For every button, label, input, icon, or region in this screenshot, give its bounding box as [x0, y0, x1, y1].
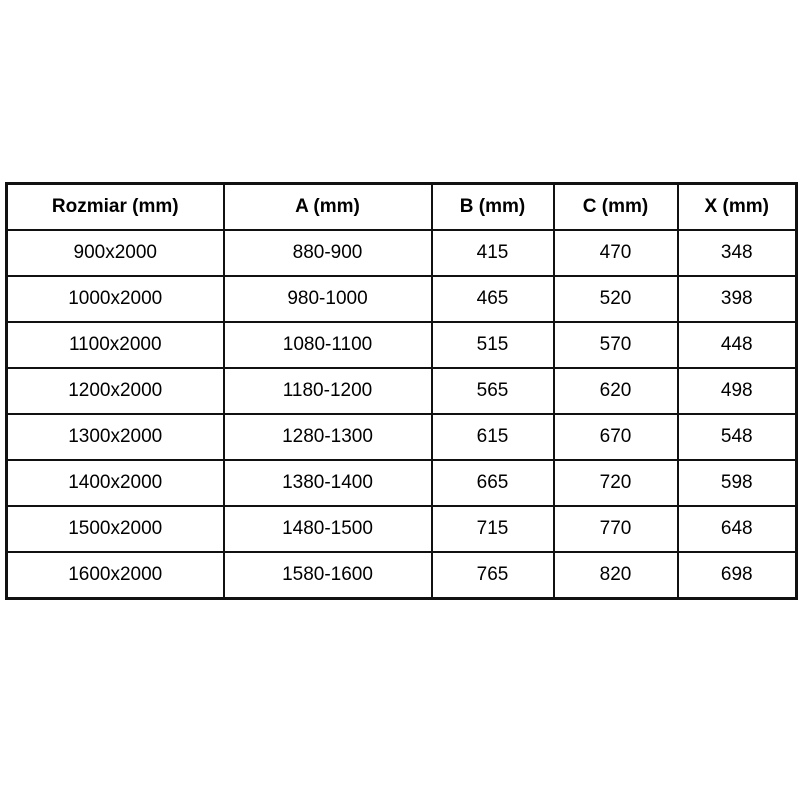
cell-x: 398 [678, 276, 797, 322]
cell-c: 620 [554, 368, 678, 414]
table-row [7, 414, 797, 460]
size-spec-table-container [5, 182, 795, 600]
table-row [7, 230, 797, 276]
cell-a: 1080-1100 [224, 322, 432, 368]
cell-x: 498 [678, 368, 797, 414]
cell-x: 548 [678, 414, 797, 460]
table-row [7, 552, 797, 599]
column-header-b: B (mm) [432, 184, 554, 231]
cell-b: 565 [432, 368, 554, 414]
cell-a: 1480-1500 [224, 506, 432, 552]
table-row [7, 322, 797, 368]
cell-b: 765 [432, 552, 554, 599]
cell-b: 615 [432, 414, 554, 460]
cell-b: 515 [432, 322, 554, 368]
table-row [7, 460, 797, 506]
cell-rozmiar: 1200x2000 [7, 368, 224, 414]
cell-rozmiar: 1600x2000 [7, 552, 224, 599]
table-row [7, 506, 797, 552]
cell-x: 698 [678, 552, 797, 599]
cell-rozmiar: 1300x2000 [7, 414, 224, 460]
cell-rozmiar: 1000x2000 [7, 276, 224, 322]
cell-c: 720 [554, 460, 678, 506]
cell-a: 1180-1200 [224, 368, 432, 414]
cell-rozmiar: 900x2000 [7, 230, 224, 276]
header-row [7, 184, 797, 231]
size-spec-table [5, 182, 798, 600]
table-row [7, 276, 797, 322]
cell-c: 670 [554, 414, 678, 460]
column-header-a: A (mm) [224, 184, 432, 231]
table-row [7, 368, 797, 414]
cell-x: 648 [678, 506, 797, 552]
cell-b: 665 [432, 460, 554, 506]
column-header-rozmiar: Rozmiar (mm) [7, 184, 224, 231]
cell-a: 980-1000 [224, 276, 432, 322]
cell-rozmiar: 1500x2000 [7, 506, 224, 552]
cell-a: 880-900 [224, 230, 432, 276]
cell-b: 415 [432, 230, 554, 276]
cell-c: 820 [554, 552, 678, 599]
cell-x: 448 [678, 322, 797, 368]
cell-a: 1380-1400 [224, 460, 432, 506]
cell-a: 1580-1600 [224, 552, 432, 599]
cell-a: 1280-1300 [224, 414, 432, 460]
cell-c: 520 [554, 276, 678, 322]
cell-c: 770 [554, 506, 678, 552]
cell-c: 470 [554, 230, 678, 276]
cell-c: 570 [554, 322, 678, 368]
cell-b: 465 [432, 276, 554, 322]
column-header-c: C (mm) [554, 184, 678, 231]
cell-rozmiar: 1100x2000 [7, 322, 224, 368]
cell-x: 598 [678, 460, 797, 506]
column-header-x: X (mm) [678, 184, 797, 231]
cell-x: 348 [678, 230, 797, 276]
cell-rozmiar: 1400x2000 [7, 460, 224, 506]
cell-b: 715 [432, 506, 554, 552]
